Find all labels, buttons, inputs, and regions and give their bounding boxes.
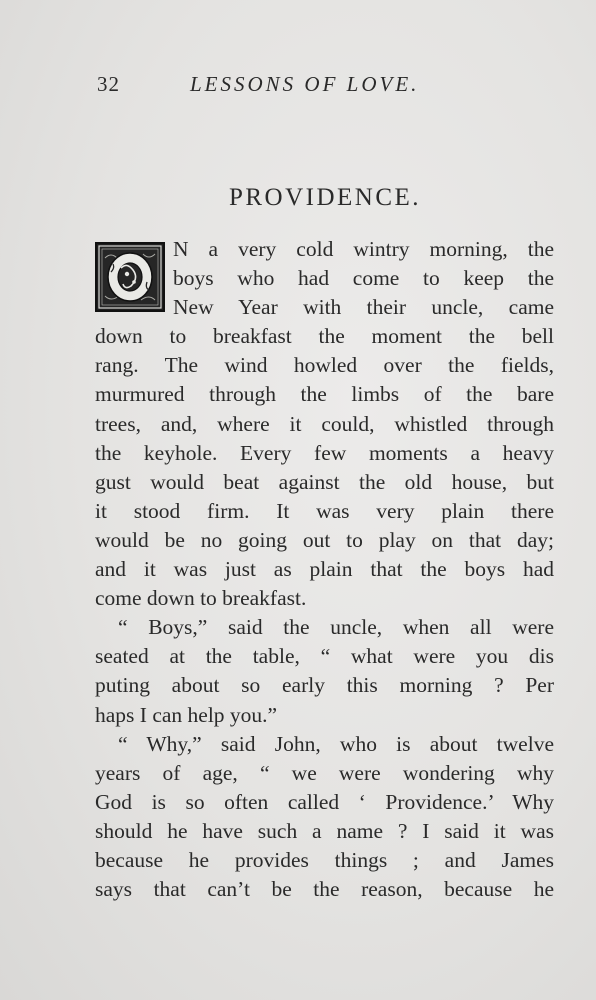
body-text bbox=[95, 235, 554, 904]
text-line: seated at the table, “ what were you dis bbox=[95, 644, 554, 669]
text-line: gust would beat against the old house, but bbox=[95, 469, 554, 494]
text-line: puting about so early this morning ? Per bbox=[95, 673, 554, 698]
text-line: and it was just as plain that the boys had bbox=[95, 557, 554, 582]
text-line: trees, and, where it could, whistled through bbox=[95, 411, 554, 436]
text-line: says that can’t be the reason, because he bbox=[95, 877, 554, 902]
text-line: New Year with their uncle, came bbox=[173, 295, 554, 320]
text-line: it stood firm. It was very plain there bbox=[95, 498, 554, 523]
page-number: 32 bbox=[97, 72, 120, 96]
text-line: rang. The wind howled over the fields, bbox=[95, 353, 554, 378]
text-line: God is so often called ‘ Providence.’ Why bbox=[95, 789, 554, 814]
text-line: come down to breakfast. bbox=[95, 586, 307, 611]
text-line: would be no going out to play on that day; bbox=[95, 527, 554, 552]
running-title: LESSONS OF LOVE. bbox=[190, 72, 420, 96]
text-line: years of age, “ we were wondering why bbox=[95, 760, 554, 785]
text-line: should he have such a name ? I said it was bbox=[95, 818, 554, 843]
text-line: the keyhole. Every few moments a heavy bbox=[95, 440, 554, 465]
chapter-title: PROVIDENCE. bbox=[228, 184, 422, 211]
text-line: “ Boys,” said the uncle, when all were bbox=[118, 615, 554, 640]
text-line: “ Why,” said John, who is about twelve bbox=[118, 731, 554, 756]
text-line: N a very cold wintry morning, the bbox=[173, 237, 554, 261]
text-line: boys who had come to keep the bbox=[173, 266, 554, 291]
drop-cap-ornament bbox=[95, 242, 165, 312]
text-line: because he provides things ; and James bbox=[95, 847, 554, 872]
running-head bbox=[0, 72, 596, 104]
text-line: haps I can help you.” bbox=[95, 702, 278, 727]
text-line: down to breakfast the moment the bell bbox=[95, 324, 554, 349]
text-line: murmured through the limbs of the bare bbox=[95, 382, 554, 407]
